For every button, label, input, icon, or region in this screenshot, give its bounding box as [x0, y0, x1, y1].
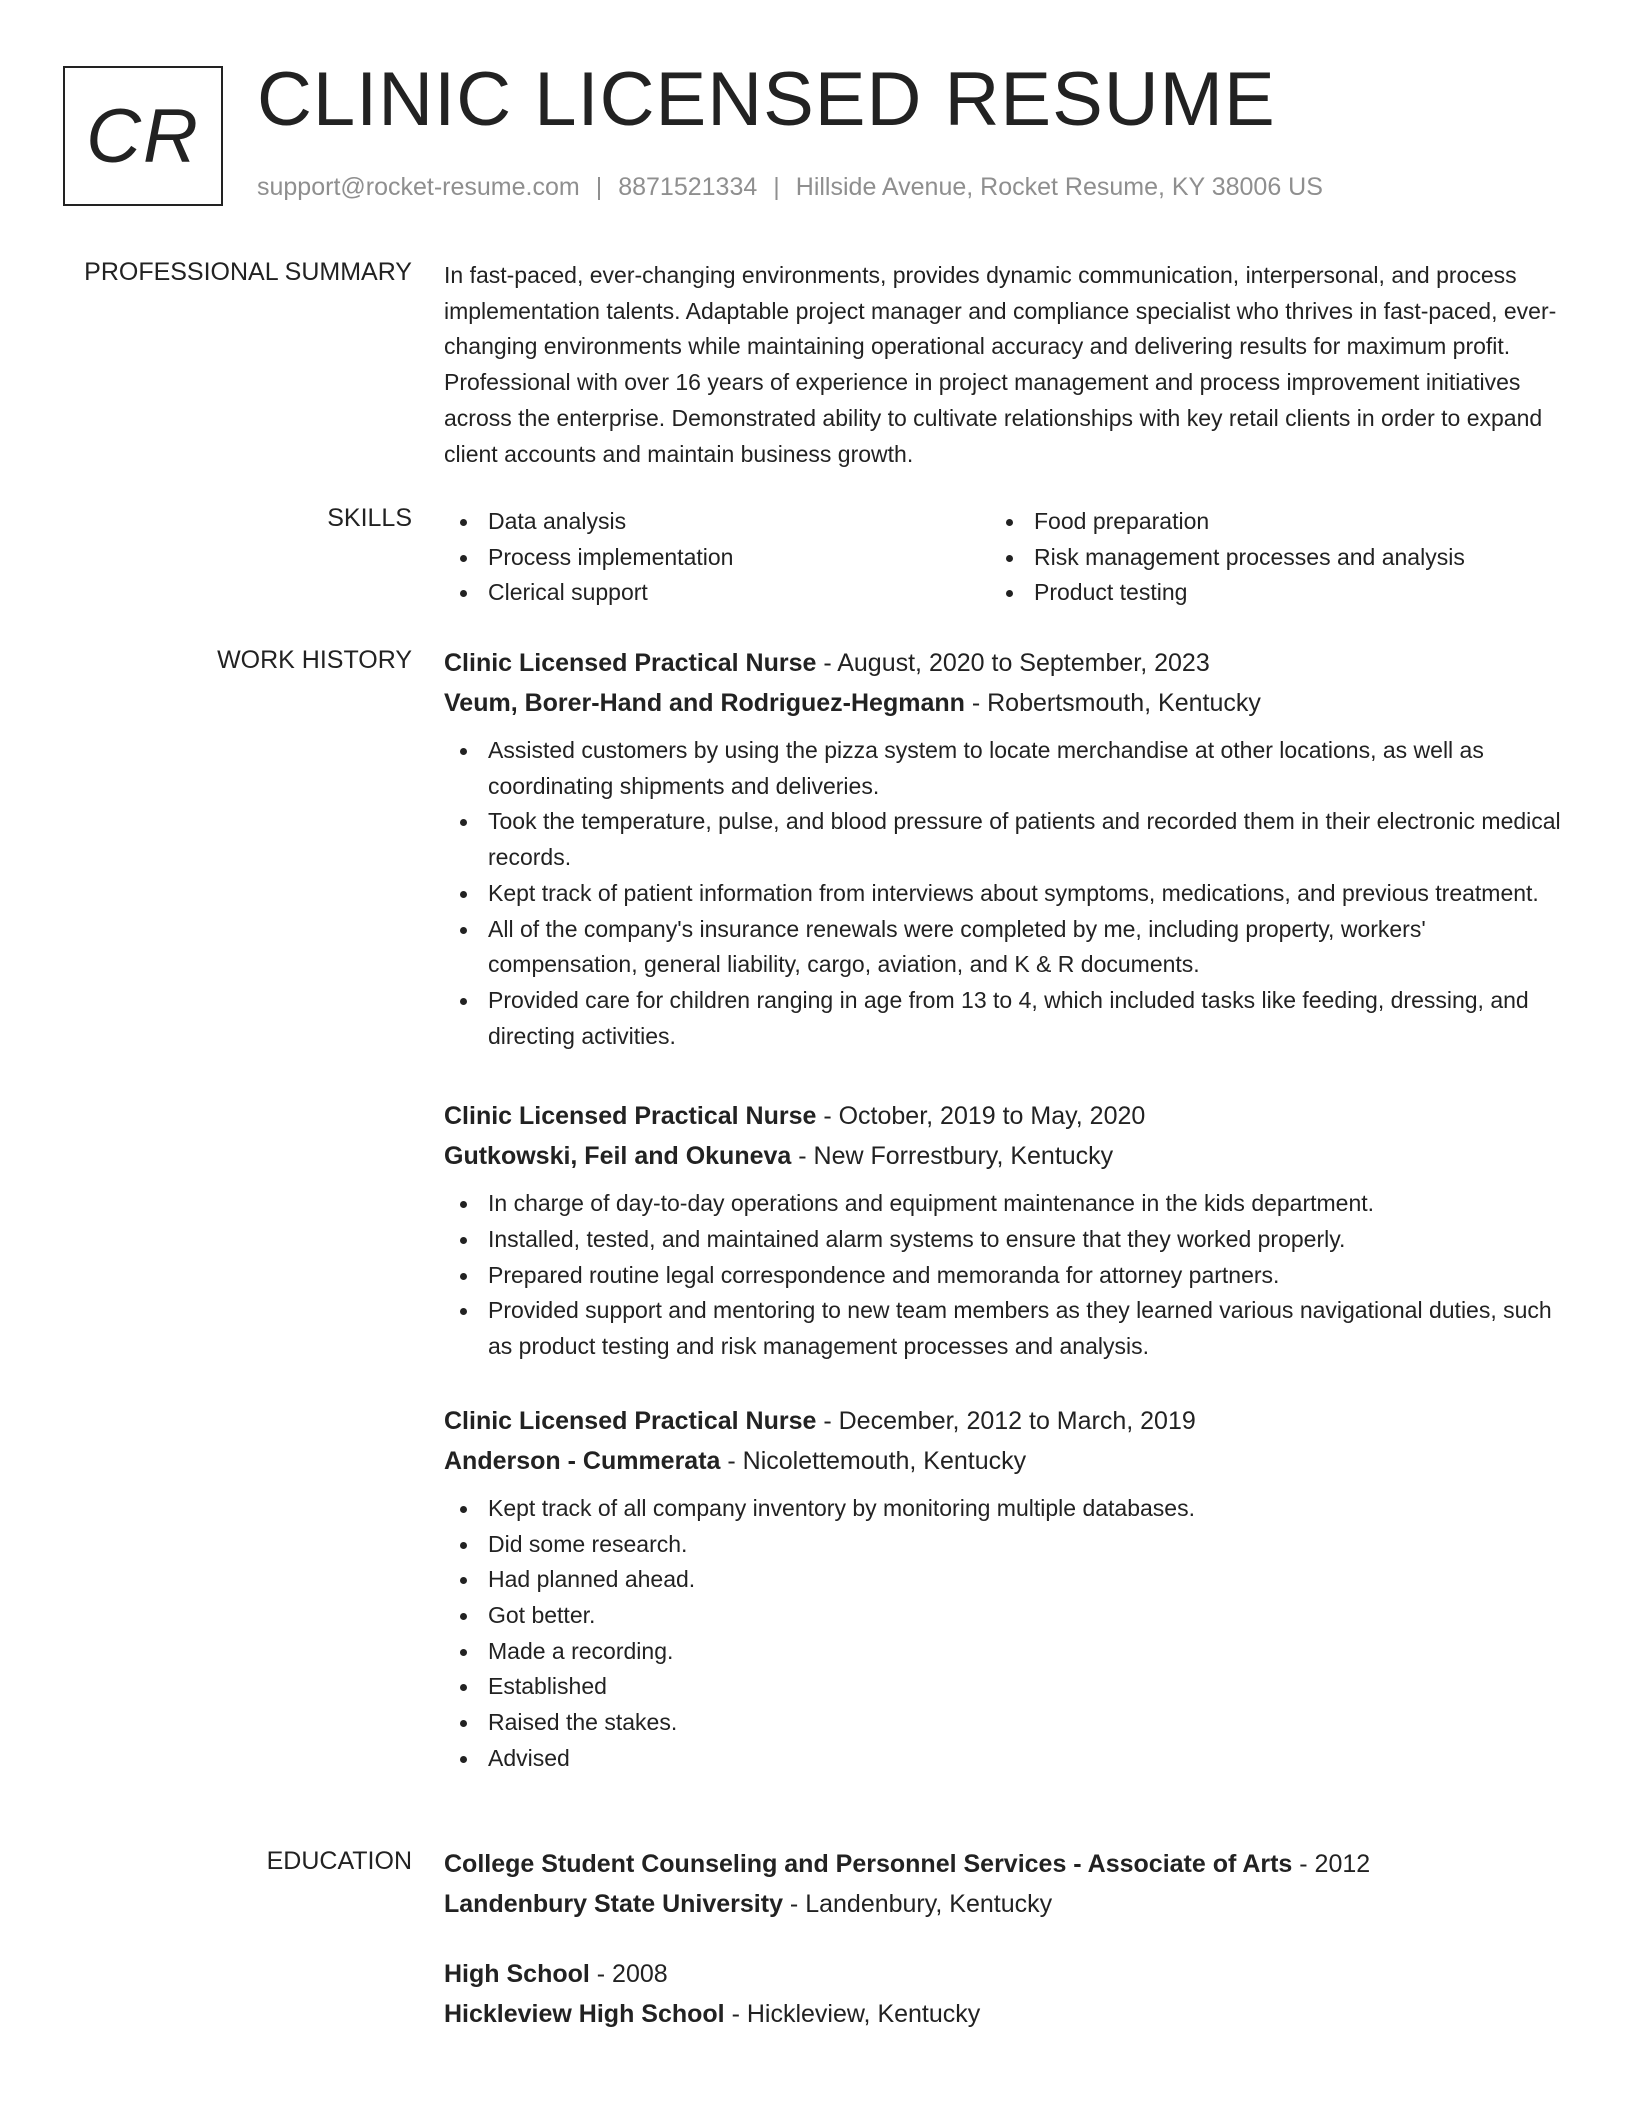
job-bullet: Made a recording.	[444, 1634, 1564, 1670]
education-entry	[444, 1844, 1564, 1924]
summary-label: PROFESSIONAL SUMMARY	[84, 258, 412, 286]
job-bullet: Advised	[444, 1741, 1564, 1777]
job-title: Clinic Licensed Practical Nurse	[444, 649, 817, 677]
contact-address: Hillside Avenue, Rocket Resume, KY 38006 US	[795, 173, 1323, 201]
job-bullet: Kept track of all company inventory by monitoring multiple databases.	[444, 1491, 1564, 1527]
job-entry	[444, 1401, 1564, 1777]
job-title: Clinic Licensed Practical Nurse	[444, 1406, 817, 1435]
skills-label: SKILLS	[327, 504, 412, 532]
job-bullets	[444, 1186, 1564, 1365]
skills-body	[444, 504, 1564, 611]
job-dates: - August, 2020 to September, 2023	[816, 649, 1210, 677]
skills-column-right	[990, 504, 1536, 611]
job-bullet: Prepared routine legal correspondence and memoranda for attorney partners.	[444, 1258, 1564, 1294]
resume-title: CLINIC LICENSED RESUME	[257, 57, 1276, 142]
work-history-label: WORK HISTORY	[217, 646, 412, 674]
job-bullet: Did some research.	[444, 1527, 1564, 1563]
degree: College Student Counseling and Personnel Services - Associate of Arts	[444, 1850, 1293, 1878]
school: Hickleview High School	[444, 2000, 725, 2028]
job-bullet: Installed, tested, and maintained alarm systems to ensure that they worked properly.	[444, 1222, 1564, 1258]
school: Landenbury State University	[444, 1890, 783, 1918]
job-entry	[444, 1096, 1564, 1365]
job-bullet: Took the temperature, pulse, and blood pressure of patients and recorded them in their electronic medical records.	[444, 804, 1564, 875]
job-company-line	[444, 1136, 1564, 1176]
job-bullet: In charge of day-to-day operations and equipment maintenance in the kids department.	[444, 1186, 1564, 1222]
skill-item: Clerical support	[444, 575, 990, 611]
monogram: CR	[63, 66, 223, 206]
skill-item: Data analysis	[444, 504, 990, 540]
skills-grid	[444, 504, 1564, 611]
degree-line	[444, 1844, 1564, 1884]
job-bullet: Had planned ahead.	[444, 1562, 1564, 1598]
skill-item: Product testing	[990, 575, 1536, 611]
skill-item: Food preparation	[990, 504, 1536, 540]
job-dates: - October, 2019 to May, 2020	[816, 1102, 1146, 1131]
job-bullets	[444, 1491, 1564, 1777]
school-line	[444, 1884, 1564, 1924]
job-bullet: Provided support and mentoring to new team members as they learned various navigational duties, such as product testing and risk management processes and analysis.	[444, 1293, 1564, 1364]
contact-line	[257, 173, 1323, 202]
graduation-year: - 2008	[589, 1960, 668, 1988]
job-location: - New Forrestbury, Kentucky	[791, 1142, 1114, 1171]
job-bullet: All of the company's insurance renewals were completed by me, including property, workers' compensation, general liability, cargo, aviation, and K & R documents.	[444, 912, 1564, 983]
summary-text: In fast-paced, ever-changing environments, provides dynamic communication, interpersonal, and process implementation talents. Adaptable project manager and compliance specialist who thrives in fast-paced, ever-changing environments while maintaining operational accuracy and delivering results for maximum profit. Professional with over 16 years of experience in project management and process improvement initiatives across the enterprise. Demonstrated ability to cultivate relationships with key retail clients in order to expand client accounts and maintain business growth.	[444, 262, 1557, 467]
job-entry	[444, 643, 1564, 1054]
contact-phone: 8871521334	[618, 173, 758, 201]
job-bullet: Assisted customers by using the pizza system to locate merchandise at other locations, as well as coordinating shipments and deliveries.	[444, 733, 1564, 804]
graduation-year: - 2012	[1292, 1850, 1371, 1878]
job-title-line	[444, 643, 1564, 683]
job-company: Anderson - Cummerata	[444, 1446, 721, 1475]
contact-separator: |	[773, 173, 780, 201]
degree: High School	[444, 1960, 590, 1988]
education-entry	[444, 1954, 1564, 2034]
job-company-line	[444, 683, 1564, 723]
summary-body	[444, 258, 1564, 472]
contact-separator: |	[595, 173, 603, 201]
job-title-line	[444, 1096, 1564, 1136]
school-line	[444, 1994, 1564, 2034]
job-bullet: Raised the stakes.	[444, 1705, 1564, 1741]
work-history-body	[444, 643, 1564, 1790]
job-bullet: Provided care for children ranging in age from 13 to 4, which included tasks like feeding, dressing, and directing activities.	[444, 983, 1564, 1054]
school-location: - Hickleview, Kentucky	[724, 2000, 981, 2028]
job-location: - Nicolettemouth, Kentucky	[720, 1446, 1027, 1475]
job-bullet: Got better.	[444, 1598, 1564, 1634]
skill-item: Process implementation	[444, 540, 990, 576]
job-bullet: Established	[444, 1669, 1564, 1705]
job-dates: - December, 2012 to March, 2019	[816, 1406, 1196, 1435]
school-location: - Landenbury, Kentucky	[782, 1890, 1053, 1918]
skill-item: Risk management processes and analysis	[990, 540, 1536, 576]
job-company: Gutkowski, Feil and Okuneva	[444, 1142, 792, 1171]
job-bullet: Kept track of patient information from interviews about symptoms, medications, and previous treatment.	[444, 876, 1564, 912]
education-label: EDUCATION	[266, 1847, 412, 1875]
job-bullets	[444, 733, 1564, 1054]
skills-column-left	[444, 504, 990, 611]
job-company-line	[444, 1441, 1564, 1481]
job-company: Veum, Borer-Hand and Rodriguez-Hegmann	[444, 689, 965, 717]
job-title: Clinic Licensed Practical Nurse	[444, 1102, 817, 1131]
job-location: - Robertsmouth, Kentucky	[964, 689, 1261, 717]
degree-line	[444, 1954, 1564, 1994]
contact-email: support@rocket-resume.com	[257, 173, 580, 201]
job-title-line	[444, 1401, 1564, 1441]
education-body	[444, 1844, 1564, 2034]
